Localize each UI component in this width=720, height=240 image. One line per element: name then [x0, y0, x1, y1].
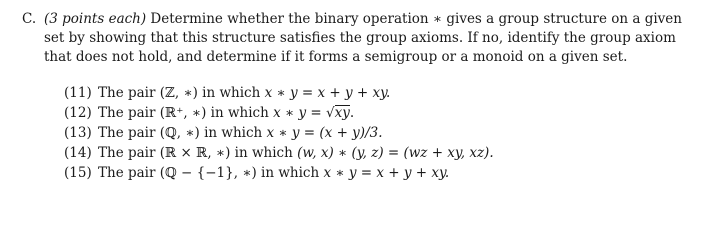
item-expression-prefix: x ∗ y = — [273, 105, 326, 121]
item-mid: in which — [206, 105, 274, 121]
list-item — [64, 143, 704, 163]
problem-statement — [44, 10, 706, 67]
item-mid: in which — [230, 145, 298, 161]
statement-text-1: Determine whether the binary operation ∗ gives a group structure on a given — [146, 11, 682, 27]
item-expression: x ∗ y = x + y + xy. — [323, 165, 450, 181]
sqrt-body: xy — [334, 105, 350, 121]
item-lead: The pair — [98, 105, 160, 121]
item-number: (13) — [64, 125, 92, 141]
exercise-list — [64, 83, 704, 183]
item-number: (15) — [64, 165, 92, 181]
item-expression-suffix: . — [349, 105, 355, 121]
item-number: (14) — [64, 145, 92, 161]
item-mid: in which — [197, 85, 265, 101]
section-letter: C. — [22, 11, 37, 27]
statement-line-3: that does not hold, and determine if it forms a semigroup or a monoid on a given set. — [44, 49, 628, 65]
sqrt-sign: √ — [326, 105, 335, 121]
item-lead: The pair — [98, 85, 160, 101]
item-mid: in which — [256, 165, 324, 181]
item-pair: (ℝ⁺, ∗) — [159, 105, 207, 121]
item-expression: x ∗ y = (x + y)/3. — [266, 125, 383, 141]
list-item — [64, 123, 704, 143]
list-item — [64, 103, 704, 123]
list-item — [64, 83, 704, 103]
item-number: (11) — [64, 85, 92, 101]
item-pair: (ℤ, ∗) — [159, 85, 198, 101]
points-label: (3 points each) — [44, 11, 147, 27]
item-number: (12) — [64, 105, 92, 121]
item-expression: x ∗ y = x + y + xy. — [264, 85, 391, 101]
item-lead: The pair — [98, 125, 160, 141]
item-lead: The pair — [98, 145, 160, 161]
item-pair: (ℝ × ℝ, ∗) — [159, 145, 231, 161]
item-pair: (ℚ, ∗) — [159, 125, 200, 141]
item-mid: in which — [199, 125, 267, 141]
statement-line-2: set by showing that this structure satisfies the group axioms. If no, identify the group axiom — [44, 30, 676, 46]
statement-line-1 — [44, 10, 706, 29]
item-lead: The pair — [98, 165, 160, 181]
list-item — [64, 163, 704, 183]
item-expression: (w, x) ∗ (y, z) = (wz + xy, xz). — [297, 145, 494, 161]
item-pair: (ℚ − {−1}, ∗) — [159, 165, 257, 181]
